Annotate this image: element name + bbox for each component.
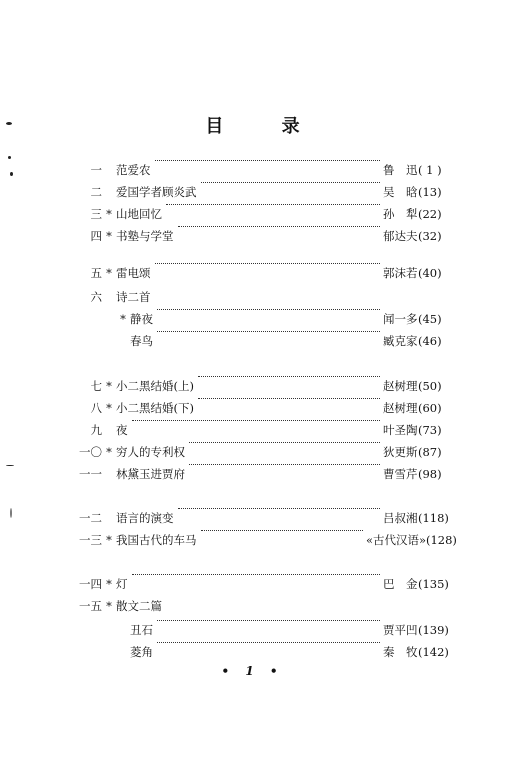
entry-number: 一一 <box>79 467 102 481</box>
entry-author: 郭沫若 <box>383 266 418 280</box>
leader-dots <box>155 263 380 264</box>
entry-title: 范爱农 <box>116 163 151 177</box>
entry-page: (135) <box>418 577 449 591</box>
entry-author: 狄更斯 <box>383 445 418 459</box>
entry-page: (32) <box>418 229 442 243</box>
entry-author: 鲁 迅 <box>383 163 418 177</box>
asterisk-mark: * <box>106 599 112 613</box>
leader-dots <box>189 464 380 465</box>
entry-author: 叶圣陶 <box>383 423 418 437</box>
toc-entry <box>0 530 505 550</box>
entry-page: (128) <box>426 533 457 547</box>
scan-mark <box>8 156 11 159</box>
entry-title: 林黛玉进贾府 <box>116 467 185 481</box>
entry-page: (22) <box>418 207 442 221</box>
scan-mark <box>6 465 14 466</box>
entry-author: 巴 金 <box>383 577 418 591</box>
entry-title: 语言的演变 <box>116 511 174 525</box>
toc-entry <box>0 204 505 224</box>
entry-page: (98) <box>418 467 442 481</box>
asterisk-mark: * <box>106 266 112 280</box>
leader-dots <box>178 226 380 227</box>
leader-dots <box>189 442 380 443</box>
entry-title: 雷电颂 <box>116 266 151 280</box>
entry-number: 六 <box>90 290 102 304</box>
toc-entry <box>0 596 505 616</box>
scan-mark <box>10 508 12 518</box>
toc-entry <box>0 574 505 594</box>
leader-dots <box>132 420 380 421</box>
entry-title: 爱国学者顾炎武 <box>116 185 197 199</box>
entry-number: 一三 <box>79 533 102 547</box>
toc-entry <box>0 226 505 246</box>
asterisk-mark: * <box>106 229 112 243</box>
entry-number: 二 <box>90 185 102 199</box>
entry-number: 一二 <box>79 511 102 525</box>
entry-author: 闻一多 <box>383 312 418 326</box>
toc-entry <box>0 464 505 484</box>
entry-author: 郁达夫 <box>383 229 418 243</box>
toc-title: 目 录 <box>205 116 326 137</box>
scan-mark <box>10 172 13 176</box>
entry-number: 八 <box>90 401 102 415</box>
toc-entry <box>0 160 505 180</box>
leader-dots <box>201 530 363 531</box>
entry-page: (50) <box>418 379 442 393</box>
leader-dots <box>155 160 380 161</box>
entry-author: 臧克家 <box>383 334 418 348</box>
toc-entry <box>0 420 505 440</box>
entry-number: 四 <box>90 229 102 243</box>
leader-dots <box>201 182 380 183</box>
entry-title: 春鸟 <box>130 334 153 348</box>
leader-dots <box>198 376 380 377</box>
asterisk-mark: * <box>106 207 112 221</box>
toc-entry <box>0 287 505 307</box>
leader-dots <box>157 309 380 310</box>
entry-title: 丑石 <box>130 623 153 637</box>
entry-page: (60) <box>418 401 442 415</box>
entry-page: (87) <box>418 445 442 459</box>
entry-page: (118) <box>418 511 449 525</box>
entry-author: 吕叔湘 <box>383 511 418 525</box>
toc-entry <box>0 398 505 418</box>
toc-entry <box>0 508 505 528</box>
entry-page: (40) <box>418 266 442 280</box>
entry-author: 贾平凹 <box>383 623 418 637</box>
leader-dots <box>157 642 380 643</box>
entry-author: 秦 牧 <box>383 645 418 659</box>
asterisk-mark: * <box>106 379 112 393</box>
entry-number: 三 <box>90 207 102 221</box>
entry-title: 静夜 <box>130 312 153 326</box>
entry-page: (139) <box>418 623 449 637</box>
entry-title: 诗二首 <box>116 290 151 304</box>
entry-page: (73) <box>418 423 442 437</box>
entry-number: 一五 <box>79 599 102 613</box>
entry-title: 我国古代的车马 <box>116 533 197 547</box>
entry-title: 夜 <box>116 423 128 437</box>
entry-title: 书塾与学堂 <box>116 229 174 243</box>
entry-title: 小二黑结婚(上) <box>116 379 194 393</box>
entry-number: 七 <box>90 379 102 393</box>
entry-page: (13) <box>418 185 442 199</box>
asterisk-mark: * <box>106 445 112 459</box>
toc-entry <box>0 442 505 462</box>
entry-author: 赵树理 <box>383 401 418 415</box>
leader-dots <box>157 331 380 332</box>
toc-entry <box>0 309 505 329</box>
entry-title: 山地回忆 <box>116 207 162 221</box>
entry-page: (46) <box>418 334 442 348</box>
scan-mark <box>6 122 12 125</box>
leader-dots <box>166 204 380 205</box>
asterisk-mark: * <box>106 401 112 415</box>
entry-title: 菱角 <box>130 645 153 659</box>
asterisk-mark: * <box>106 533 112 547</box>
toc-entry <box>0 263 505 283</box>
asterisk-mark: * <box>120 312 126 326</box>
entry-number: 一〇 <box>79 445 102 459</box>
leader-dots <box>132 574 380 575</box>
entry-author: 吴 晗 <box>383 185 418 199</box>
asterisk-mark: * <box>106 577 112 591</box>
leader-dots <box>178 508 380 509</box>
leader-dots <box>157 620 380 621</box>
entry-title: 灯 <box>116 577 128 591</box>
entry-page: ( 1 ) <box>418 163 442 177</box>
leader-dots <box>198 398 380 399</box>
entry-title: 小二黑结婚(下) <box>116 401 194 415</box>
entry-author: 赵树理 <box>383 379 418 393</box>
page-number: • 1 • <box>221 664 284 678</box>
entry-title: 散文二篇 <box>116 599 162 613</box>
toc-entry <box>0 182 505 202</box>
entry-title: 穷人的专利权 <box>116 445 185 459</box>
toc-entry <box>0 620 505 640</box>
entry-number: 五 <box>90 266 102 280</box>
entry-page: (45) <box>418 312 442 326</box>
entry-author: 孙 犁 <box>383 207 418 221</box>
toc-entry <box>0 376 505 396</box>
entry-number: 一 <box>90 163 102 177</box>
entry-author: 曹雪芹 <box>383 467 418 481</box>
toc-entry <box>0 331 505 351</box>
entry-page: (142) <box>418 645 449 659</box>
toc-entry <box>0 642 505 662</box>
entry-number: 九 <box>90 423 102 437</box>
entry-author: «古代汉语» <box>366 533 427 547</box>
entry-number: 一四 <box>79 577 102 591</box>
